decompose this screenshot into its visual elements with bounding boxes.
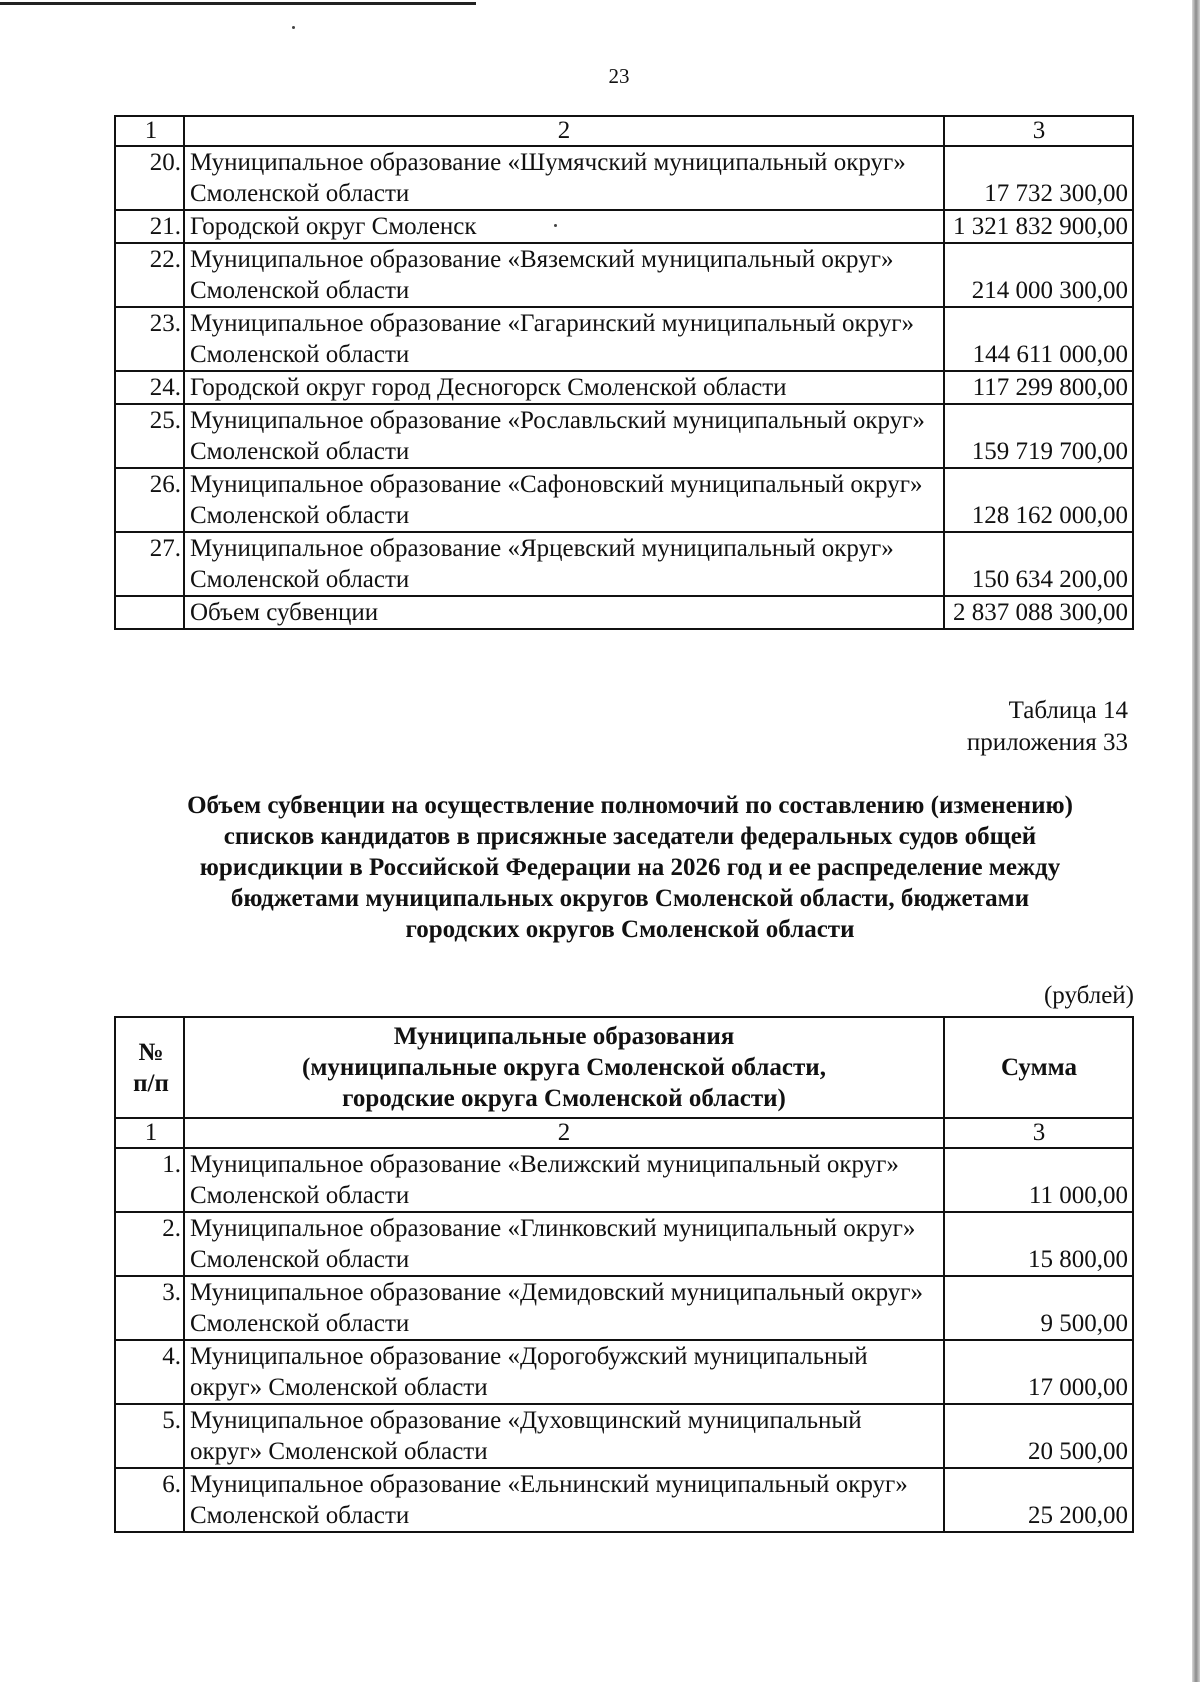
table-row xyxy=(115,532,1133,596)
amount: 17 000,00 xyxy=(944,1340,1133,1404)
amount: 11 000,00 xyxy=(944,1148,1133,1212)
table-row xyxy=(115,1276,1133,1340)
municipality-name: Муниципальное образование «Ельнинский муниципальный округ» Смоленской области xyxy=(184,1468,944,1532)
municipality-name: Муниципальное образование «Велижский муниципальный округ» Смоленской области xyxy=(184,1148,944,1212)
heading-line: Объем субвенции на осуществление полномочий по составлению (изменению) xyxy=(187,792,1073,819)
column-number-2: 2 xyxy=(184,116,944,146)
amount: 128 162 000,00 xyxy=(944,468,1133,532)
row-number: 3. xyxy=(115,1276,184,1340)
heading-line: списков кандидатов в присяжные заседатели федеральных судов общей xyxy=(223,823,1037,850)
table-row xyxy=(115,1212,1133,1276)
page-number: 23 xyxy=(608,64,630,88)
municipality-name: Городской округ город Десногорск Смоленской области xyxy=(184,371,944,404)
scan-top-rule xyxy=(0,2,476,5)
row-number: 1. xyxy=(115,1148,184,1212)
row-number: 2. xyxy=(115,1212,184,1276)
table-row xyxy=(115,1340,1133,1404)
row-number: 20. xyxy=(115,146,184,210)
amount: 159 719 700,00 xyxy=(944,404,1133,468)
row-number: 22. xyxy=(115,243,184,307)
header-sum: Сумма xyxy=(944,1017,1133,1118)
municipality-name: Муниципальное образование «Дорогобужский муниципальный округ» Смоленской области xyxy=(184,1340,944,1404)
amount: 150 634 200,00 xyxy=(944,532,1133,596)
municipality-name: Муниципальное образование «Ярцевский муниципальный округ» Смоленской области xyxy=(184,532,944,596)
row-number: 26. xyxy=(115,468,184,532)
amount: 214 000 300,00 xyxy=(944,243,1133,307)
table-caption-number: Таблица 14 xyxy=(1008,697,1128,724)
row-number: 24. xyxy=(115,371,184,404)
row-number: 21. xyxy=(115,210,184,243)
table-row xyxy=(115,371,1133,404)
amount: 117 299 800,00 xyxy=(944,371,1133,404)
municipality-name: Муниципальное образование «Вяземский муниципальный округ» Смоленской области xyxy=(184,243,944,307)
table-row xyxy=(115,468,1133,532)
column-number-3: 3 xyxy=(944,116,1133,146)
column-number-row xyxy=(115,1118,1133,1148)
row-number: 25. xyxy=(115,404,184,468)
table-row xyxy=(115,210,1133,243)
total-label: Объем субвенции xyxy=(184,596,944,629)
table-row xyxy=(115,146,1133,210)
amount: 20 500,00 xyxy=(944,1404,1133,1468)
heading-line: юрисдикции в Российской Федерации на 2026 год и ее распределение между xyxy=(199,854,1061,881)
header-line: (муниципальные округа Смоленской области, xyxy=(302,1054,826,1081)
column-number-1: 1 xyxy=(115,1118,184,1148)
table-row xyxy=(115,1148,1133,1212)
scan-right-edge xyxy=(1192,0,1200,1682)
scan-speck xyxy=(292,26,295,29)
row-number xyxy=(115,596,184,629)
header-line: городские округа Смоленской области) xyxy=(342,1085,786,1112)
heading-line: бюджетами муниципальных округов Смоленской области, бюджетами xyxy=(230,885,1030,912)
table-caption-appendix: приложения 33 xyxy=(966,729,1128,756)
table-row xyxy=(115,307,1133,371)
municipality-name: Муниципальное образование «Глинковский муниципальный округ» Смоленской области xyxy=(184,1212,944,1276)
column-number-2: 2 xyxy=(184,1118,944,1148)
municipality-name: Муниципальное образование «Демидовский муниципальный округ» Смоленской области xyxy=(184,1276,944,1340)
table-row xyxy=(115,404,1133,468)
units-label: (рублей) xyxy=(1043,982,1134,1009)
row-number: 27. xyxy=(115,532,184,596)
amount: 9 500,00 xyxy=(944,1276,1133,1340)
row-number: 4. xyxy=(115,1340,184,1404)
amount: 1 321 832 900,00 xyxy=(944,210,1133,243)
amount: 17 732 300,00 xyxy=(944,146,1133,210)
column-number-row xyxy=(115,116,1133,146)
table-row xyxy=(115,1468,1133,1532)
municipality-name: Муниципальное образование «Сафоновский муниципальный округ» Смоленской области xyxy=(184,468,944,532)
amount: 15 800,00 xyxy=(944,1212,1133,1276)
header-number-abbrev: п/п xyxy=(133,1069,169,1097)
column-number-3: 3 xyxy=(944,1118,1133,1148)
amount: 144 611 000,00 xyxy=(944,307,1133,371)
municipality-name: Муниципальное образование «Духовщинский муниципальный округ» Смоленской области xyxy=(184,1404,944,1468)
subvention-table-continued xyxy=(114,115,1134,630)
total-amount: 2 837 088 300,00 xyxy=(944,596,1133,629)
row-number: 5. xyxy=(115,1404,184,1468)
heading-line: городских округов Смоленской области xyxy=(405,916,855,943)
amount: 25 200,00 xyxy=(944,1468,1133,1532)
header-number-sign: № xyxy=(138,1038,164,1066)
municipality-name: Городской округ Смоленск xyxy=(184,210,944,243)
row-number: 23. xyxy=(115,307,184,371)
municipality-name: Муниципальное образование «Гагаринский муниципальный округ» Смоленской области xyxy=(184,307,944,371)
header-number xyxy=(115,1017,184,1118)
municipality-name: Муниципальное образование «Рославльский муниципальный округ» Смоленской области xyxy=(184,404,944,468)
subvention-distribution-table xyxy=(114,1016,1134,1533)
total-row xyxy=(115,596,1133,629)
header-line: Муниципальные образования xyxy=(393,1023,735,1050)
table-header-row xyxy=(115,1017,1133,1118)
municipality-name: Муниципальное образование «Шумячский муниципальный округ» Смоленской области xyxy=(184,146,944,210)
row-number: 6. xyxy=(115,1468,184,1532)
column-number-1: 1 xyxy=(115,116,184,146)
table-row xyxy=(115,243,1133,307)
header-municipalities xyxy=(184,1017,944,1118)
table-row xyxy=(115,1404,1133,1468)
document-heading xyxy=(100,790,1160,945)
